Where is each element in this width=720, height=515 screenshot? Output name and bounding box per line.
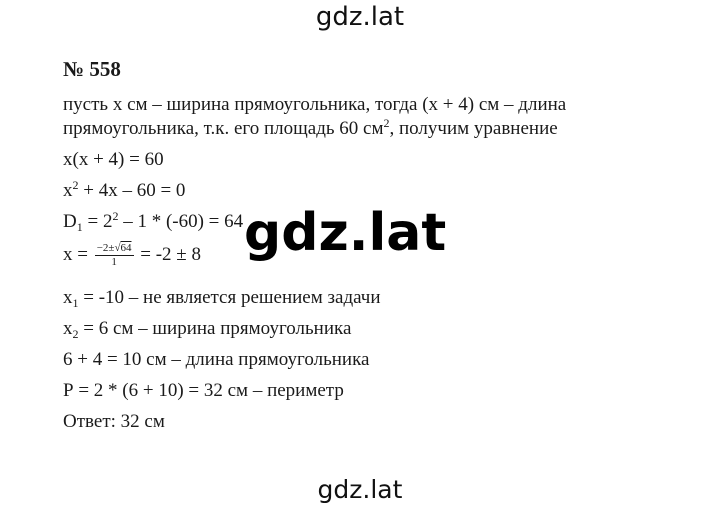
x1-rest: = -10 – не является решением задачи bbox=[78, 287, 381, 308]
intro-line-2-text: прямоугольника, т.к. его площадь 60 см bbox=[63, 118, 384, 139]
intro-line-2-tail: , получим уравнение bbox=[389, 118, 558, 139]
eq2-rest: + 4х – 60 = 0 bbox=[78, 180, 186, 201]
equation-1: х(х + 4) = 60 bbox=[63, 149, 164, 170]
disc-part: = 2 bbox=[82, 211, 113, 232]
root-2-line bbox=[63, 318, 351, 340]
root-formula-line bbox=[63, 242, 201, 269]
perimeter-line: Р = 2 * (6 + 10) = 32 см – периметр bbox=[63, 380, 344, 401]
x1-variable: х bbox=[63, 287, 73, 308]
root-denominator: 1 bbox=[111, 256, 117, 268]
root-1-line bbox=[63, 287, 381, 309]
disc-symbol: D bbox=[63, 211, 77, 232]
disc-rest: – 1 * (-60) = 64 bbox=[118, 211, 244, 232]
x2-variable: х bbox=[63, 318, 73, 339]
intro-line-2 bbox=[63, 118, 558, 140]
equation-2 bbox=[63, 180, 185, 202]
root-numerator-text: −2±√ bbox=[96, 242, 121, 254]
root-fraction bbox=[95, 242, 134, 269]
x2-rest: = 6 см – ширина прямоугольника bbox=[78, 318, 352, 339]
disc-exponent: 2 bbox=[112, 209, 119, 223]
x1-subscript: 1 bbox=[72, 296, 79, 310]
length-line: 6 + 4 = 10 см – длина прямоугольника bbox=[63, 349, 370, 370]
root-prefix: х = bbox=[63, 243, 93, 265]
x2-subscript: 2 bbox=[72, 327, 79, 341]
disc-subscript: 1 bbox=[76, 220, 83, 234]
eq2-variable: х bbox=[63, 180, 73, 201]
answer-line: Ответ: 32 см bbox=[63, 411, 165, 432]
intro-line-1: пусть х см – ширина прямоугольника, тогда (х + 4) см – длина bbox=[63, 94, 567, 115]
root-result: = -2 ± 8 bbox=[135, 243, 201, 265]
root-numerator bbox=[95, 242, 134, 256]
eq2-exponent: 2 bbox=[72, 178, 79, 192]
watermark-bottom: gdz.lat bbox=[317, 475, 403, 504]
square-exponent: 2 bbox=[383, 116, 390, 130]
watermark-top: gdz.lat bbox=[315, 2, 405, 32]
watermark-center: gdz.lat bbox=[244, 203, 447, 263]
root-radicand: 64 bbox=[120, 242, 132, 254]
discriminant-line bbox=[63, 211, 243, 233]
problem-number: № 558 bbox=[63, 57, 121, 81]
